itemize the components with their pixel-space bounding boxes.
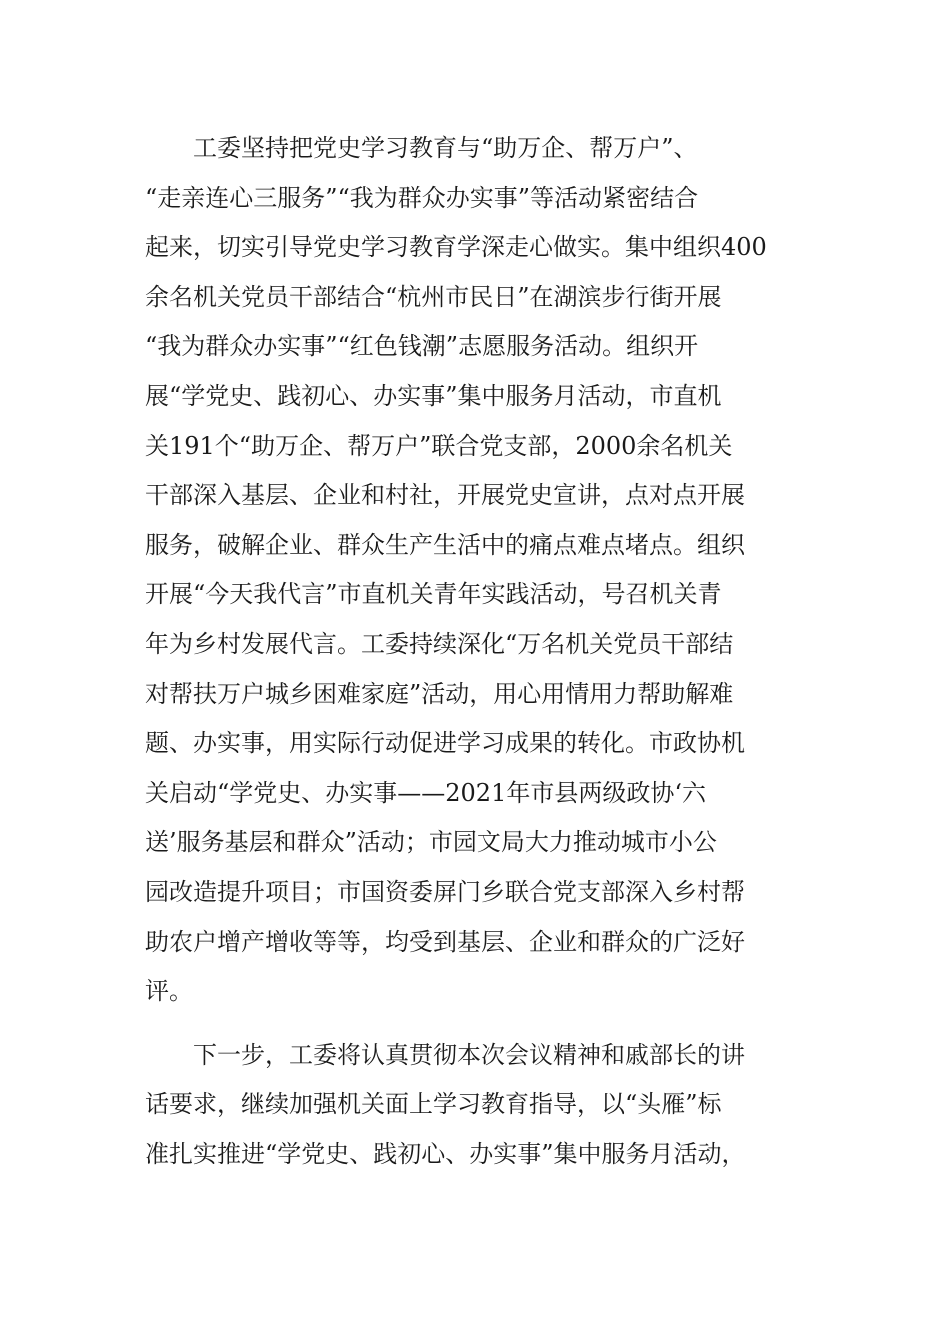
text-line: 助农户增产增收等等，均受到基层、企业和群众的广泛好 — [145, 927, 745, 956]
document-page — [145, 124, 810, 1179]
text-line: 题、办实事，用实际行动促进学习成果的转化。市政协机 — [145, 729, 745, 758]
text-line: “我为群众办实事”“红色钱潮”志愿服务活动。组织开 — [145, 332, 699, 361]
paragraph-2 — [145, 1031, 810, 1180]
text-line: 展“学党史、践初心、办实事”集中服务月活动，市直机 — [145, 381, 722, 410]
text-line: 关启动“学党史、办实事——2021年市县两级政协‘六 — [145, 778, 706, 807]
text-line: “走亲连心三服务”“我为群众办实事”等活动紧密结合 — [145, 183, 699, 212]
text-line: 余名机关党员干部结合“杭州市民日”在湖滨步行街开展 — [145, 282, 722, 311]
text-line: 干部深入基层、企业和村社，开展党史宣讲，点对点开展 — [145, 481, 745, 510]
text-line: 送’服务基层和群众”活动；市园文局大力推动城市小公 — [145, 828, 717, 857]
text-line: 服务，破解企业、群众生产生活中的痛点难点堵点。组织 — [145, 530, 745, 559]
text-line: 工委坚持把党史学习教育与“助万企、帮万户”、 — [193, 134, 698, 162]
text-line: 开展“今天我代言”市直机关青年实践活动，号召机关青 — [145, 580, 722, 609]
text-line: 对帮扶万户城乡困难家庭”活动，用心用情用力帮助解难 — [145, 679, 734, 708]
text-line: 评。 — [145, 977, 193, 1006]
text-line: 准扎实推进“学党史、践初心、办实事”集中服务月活动， — [145, 1139, 746, 1168]
text-line: 关191个“助万企、帮万户”联合党支部，2000余名机关 — [145, 431, 733, 460]
text-line: 起来，切实引导党史学习教育学深走心做实。集中组织400 — [145, 233, 767, 262]
paragraph-1 — [145, 124, 810, 1017]
text-line: 年为乡村发展代言。工委持续深化“万名机关党员干部结 — [145, 629, 734, 658]
text-line: 下一步，工委将认真贯彻本次会议精神和戚部长的讲 — [193, 1040, 745, 1069]
text-line: 园改造提升项目；市国资委屏门乡联合党支部深入乡村帮 — [145, 877, 745, 906]
text-line: 话要求，继续加强机关面上学习教育指导，以“头雁”标 — [145, 1090, 722, 1119]
